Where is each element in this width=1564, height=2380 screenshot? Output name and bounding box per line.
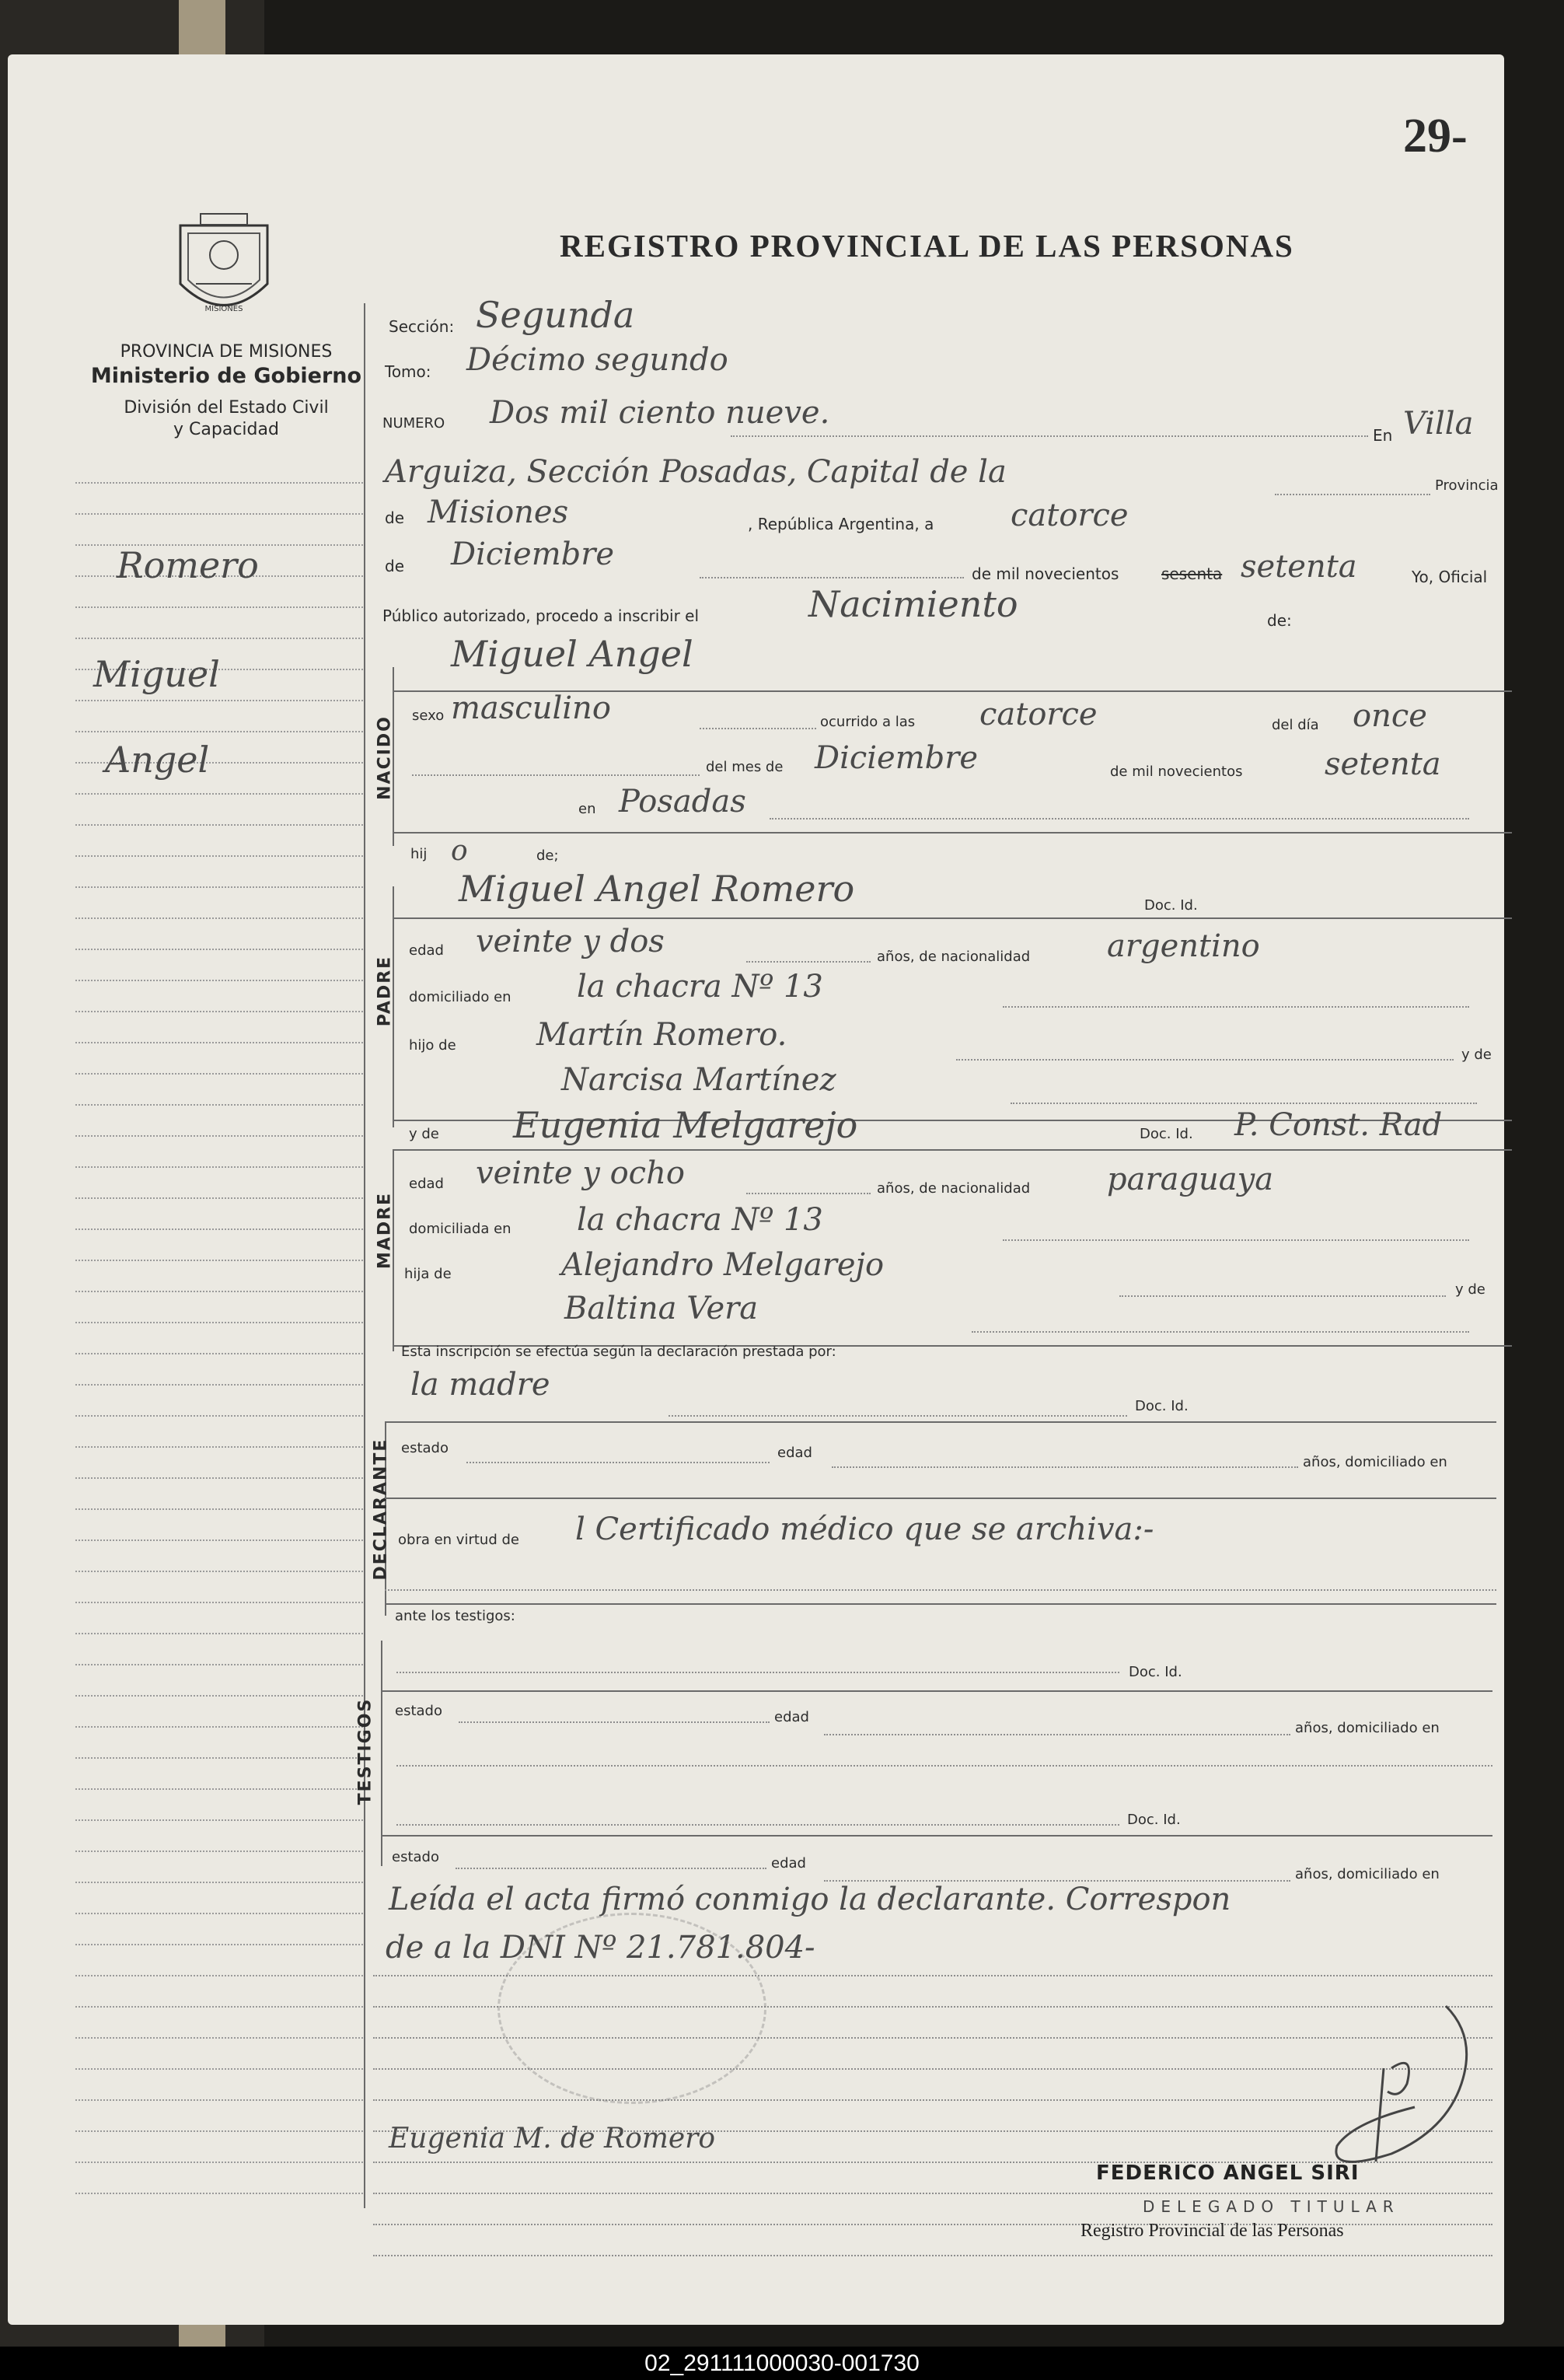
- yo-oficial-label: Yo, Oficial: [1412, 568, 1488, 586]
- footer-bar: [0, 2347, 1564, 2380]
- sexo-label: sexo: [412, 708, 445, 724]
- del-mes-label: del mes de: [706, 759, 784, 775]
- padre-y-de-label: y de: [1461, 1047, 1492, 1063]
- madre-top-rule: [393, 1149, 1512, 1151]
- nacido-anio-value: setenta: [1325, 746, 1441, 782]
- org-line-4: y Capacidad: [173, 420, 279, 439]
- fecha-anio-value: setenta: [1241, 549, 1357, 585]
- testigo1-edad-label: edad: [774, 1709, 809, 1725]
- declarante-top-rule: [385, 1421, 1496, 1423]
- mil-label: de mil novecientos: [972, 564, 1119, 583]
- hij-label: hij: [410, 846, 428, 862]
- padre-hijo-label: hijo de: [409, 1037, 456, 1054]
- org-line-1: PROVINCIA DE MISIONES: [120, 342, 333, 362]
- nacido-en-label: en: [578, 801, 596, 817]
- hij-de-label: de;: [536, 848, 559, 864]
- provincia-label: Provincia: [1435, 477, 1499, 494]
- nacido-mil-label: de mil novecientos: [1110, 764, 1243, 780]
- testigo1-estado-label: estado: [395, 1703, 442, 1719]
- padre-section-label: PADRE: [375, 955, 395, 1027]
- fecha-mes-value: Diciembre: [451, 536, 615, 572]
- dia-value: once: [1353, 698, 1427, 734]
- testigos-bracket: [381, 1641, 382, 1866]
- seccion-value: Segunda: [476, 294, 635, 336]
- publico-label: Público autorizado, procedo a inscribir el: [382, 606, 700, 625]
- padre-dom-label: domiciliado en: [409, 989, 511, 1005]
- provincial-seal-icon: [173, 210, 275, 323]
- declarante-anios-label: años, domiciliado en: [1303, 1454, 1447, 1470]
- seccion-label: Sección:: [389, 317, 455, 336]
- tomo-value: Décimo segundo: [466, 342, 728, 378]
- footer-id: 02_291111000030-001730: [644, 2350, 920, 2376]
- de-colon-label: de:: [1267, 611, 1292, 630]
- testigo1-anios-label: años, domiciliado en: [1295, 1720, 1440, 1736]
- closing-line-1: Leída el acta firmó conmigo la declarante. Correspon: [389, 1882, 1231, 1917]
- declarante-mid-rule: [385, 1498, 1496, 1499]
- de-label-2: de: [385, 557, 404, 575]
- padre-nac-value: argentino: [1107, 928, 1260, 964]
- madre-padre-value: Alejandro Melgarejo: [561, 1247, 885, 1283]
- en-label: En: [1373, 426, 1393, 445]
- padre-dom-value: la chacra Nº 13: [577, 969, 823, 1005]
- org-line-2: Ministerio de Gobierno: [90, 364, 362, 388]
- place-value: Arguiza, Sección Posadas, Capital de la: [385, 454, 1007, 490]
- fecha-dia-value: catorce: [1011, 498, 1129, 533]
- testigo1-doc-label: Doc. Id.: [1129, 1664, 1182, 1680]
- nacido-section-label: NACIDO: [375, 715, 395, 800]
- nacido-mes-value: Diciembre: [815, 740, 979, 776]
- officer-title: DELEGADO TITULAR: [1143, 2197, 1400, 2216]
- testigos-section-label: TESTIGOS: [355, 1697, 375, 1805]
- margin-given-1: Miguel: [93, 653, 220, 695]
- declarante-signature: Eugenia M. de Romero: [389, 2123, 716, 2155]
- officer-name: FEDERICO ANGEL SIRI: [1096, 2162, 1360, 2185]
- obra-value: l Certificado médico que se archiva:-: [575, 1512, 1154, 1547]
- madre-hija-label: hija de: [404, 1266, 452, 1282]
- madre-y-de-label: y de: [409, 1126, 439, 1142]
- closing-line-2: de a la DNI Nº 21.781.804-: [386, 1930, 815, 1966]
- page-number: 29-: [1403, 110, 1468, 163]
- madre-y-de-label-2: y de: [1455, 1281, 1485, 1298]
- officer-office: Registro Provincial de las Personas: [1080, 2221, 1344, 2241]
- declarante-estado-label: estado: [401, 1440, 449, 1456]
- officer-signature-icon: [1213, 1990, 1492, 2177]
- sexo-value: masculino: [451, 690, 611, 726]
- declarante-edad-label: edad: [777, 1445, 812, 1461]
- numero-label: NUMERO: [382, 415, 445, 432]
- testigo2-edad-label: edad: [771, 1855, 806, 1871]
- declarante-nombre-value: la madre: [410, 1367, 550, 1403]
- ocurrido-label: ocurrido a las: [820, 714, 916, 730]
- madre-nombre-value: Eugenia Melgarejo: [513, 1104, 858, 1146]
- margin-divider: [364, 303, 365, 2208]
- republica-label: , República Argentina, a: [748, 515, 934, 533]
- testigo1-rule: [381, 1690, 1492, 1692]
- madre-nac-label: años, de nacionalidad: [877, 1180, 1031, 1197]
- seal-text: MISIONES: [204, 305, 243, 313]
- nacido-bottom-rule: [393, 832, 1512, 834]
- del-dia-label: del día: [1272, 717, 1319, 733]
- declarante-section-label: DECLARANTE: [371, 1438, 391, 1581]
- page-title: REGISTRO PROVINCIAL DE LAS PERSONAS: [560, 228, 1294, 264]
- faint-stamp-icon: [497, 1913, 766, 2104]
- madre-section-label: MADRE: [375, 1191, 395, 1270]
- acto-value: Nacimiento: [808, 583, 1018, 625]
- madre-doc-label: Doc. Id.: [1140, 1126, 1193, 1142]
- margin-given-2: Angel: [105, 739, 210, 781]
- madre-madre-value: Baltina Vera: [564, 1291, 759, 1326]
- testigo2-doc-label: Doc. Id.: [1127, 1812, 1181, 1828]
- margin-surname: Romero: [117, 544, 259, 586]
- madre-edad-label: edad: [409, 1176, 444, 1192]
- testigos-ante-label: ante los testigos:: [395, 1608, 515, 1624]
- en-value: Villa: [1403, 406, 1474, 442]
- hij-suffix: o: [451, 835, 468, 867]
- padre-nac-label: años, de nacionalidad: [877, 949, 1031, 965]
- obra-label: obra en virtud de: [398, 1532, 519, 1548]
- nacido-lugar-value: Posadas: [619, 784, 746, 820]
- tomo-label: Tomo:: [385, 362, 431, 381]
- padre-edad-value: veinte y dos: [476, 924, 665, 959]
- padre-padre-value: Martín Romero.: [536, 1017, 787, 1053]
- madre-dom-label: domiciliada en: [409, 1221, 511, 1237]
- testigo2-anios-label: años, domiciliado en: [1295, 1866, 1440, 1882]
- padre-top-rule: [393, 917, 1512, 919]
- nacido-nombre-value: Miguel Angel: [451, 633, 693, 675]
- testigo2-rule: [381, 1835, 1492, 1837]
- provincia-value: Misiones: [428, 495, 569, 530]
- padre-nombre-value: Miguel Angel Romero: [459, 868, 855, 910]
- padre-edad-label: edad: [409, 942, 444, 959]
- numero-value: Dos mil ciento nueve.: [490, 395, 830, 431]
- declarante-bottom-rule: [385, 1603, 1496, 1605]
- declarante-intro-label: Esta inscripción se efectúa según la declaración prestada por:: [401, 1344, 836, 1360]
- madre-doc-value: P. Const. Rad: [1234, 1107, 1443, 1143]
- madre-dom-value: la chacra Nº 13: [577, 1202, 823, 1238]
- de-label: de: [385, 509, 404, 527]
- madre-edad-value: veinte y ocho: [476, 1155, 685, 1191]
- declarante-doc-label: Doc. Id.: [1135, 1398, 1189, 1414]
- testigo2-estado-label: estado: [392, 1849, 439, 1865]
- padre-doc-label: Doc. Id.: [1144, 897, 1198, 914]
- padre-madre-value: Narcisa Martínez: [561, 1062, 836, 1098]
- hora-value: catorce: [979, 697, 1098, 732]
- org-line-3: División del Estado Civil: [124, 398, 329, 418]
- madre-nac-value: paraguaya: [1107, 1162, 1274, 1197]
- sesenta-struck: sesenta: [1161, 564, 1223, 583]
